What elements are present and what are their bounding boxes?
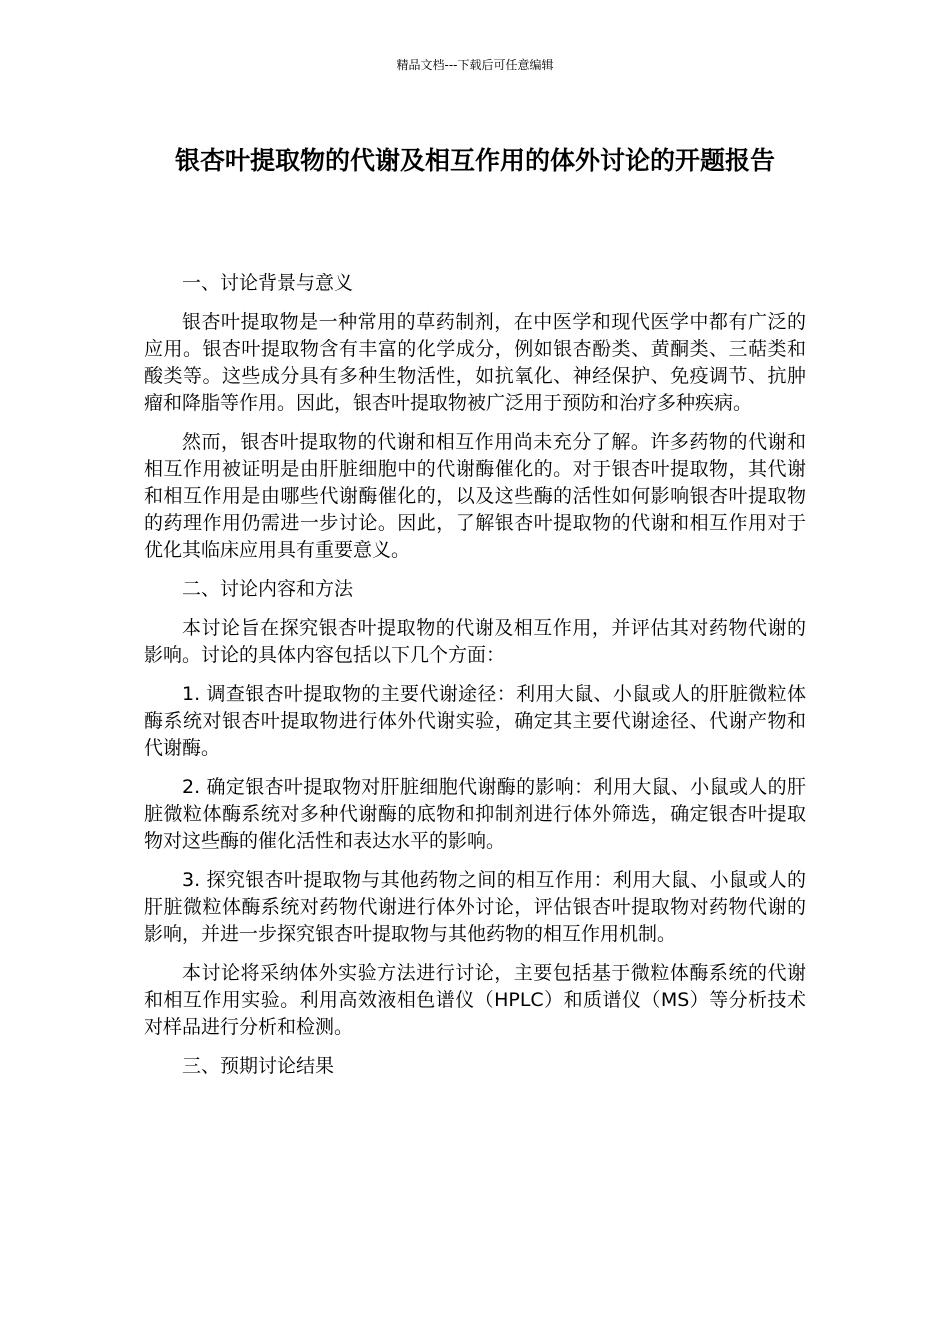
header-note: 精品文档---下载后可任意编辑	[396, 58, 554, 72]
section-heading-2: 二、讨论内容和方法	[182, 578, 354, 600]
section-heading-1: 一、讨论背景与意义	[182, 272, 354, 294]
list-item-3: 3. 探究银杏叶提取物与其他药物之间的相互作用：利用大鼠、小鼠或人的肝脏微粒体酶系统对药物代谢进行体外讨论，评估银杏叶提取物对药物代谢的影响，并进一步探究银杏叶提取物与其他药物的相互作用机制。	[144, 869, 806, 945]
document-title: 银杏叶提取物的代谢及相互作用的体外讨论的开题报告	[174, 146, 775, 175]
paragraph-content-intro: 本讨论旨在探究银杏叶提取物的代谢及相互作用，并评估其对药物代谢的影响。讨论的具体内容包括以下几个方面：	[144, 617, 806, 666]
paragraph-background-1: 银杏叶提取物是一种常用的草药制剂，在中医学和现代医学中都有广泛的应用。银杏叶提取物含有丰富的化学成分，例如银杏酚类、黄酮类、三萜类和酸类等。这些成分具有多种生物活性，如抗氧化、神经保护、免疫调节、抗肿瘤和降脂等作用。因此，银杏叶提取物被广泛用于预防和治疗多种疾病。	[144, 311, 806, 414]
paragraph-background-2: 然而，银杏叶提取物的代谢和相互作用尚未充分了解。许多药物的代谢和相互作用被证明是由肝脏细胞中的代谢酶催化的。对于银杏叶提取物，其代谢和相互作用是由哪些代谢酶催化的，以及这些酶的活性如何影响银杏叶提取物的药理作用仍需进一步讨论。因此，了解银杏叶提取物的代谢和相互作用对于优化其临床应用具有重要意义。	[144, 431, 806, 561]
document-body	[144, 270, 806, 1092]
list-item-1: 1. 调查银杏叶提取物的主要代谢途径：利用大鼠、小鼠或人的肝脏微粒体酶系统对银杏叶提取物进行体外代谢实验，确定其主要代谢途径、代谢产物和代谢酶。	[144, 683, 806, 759]
paragraph-methods: 本讨论将采纳体外实验方法进行讨论，主要包括基于微粒体酶系统的代谢和相互作用实验。利用高效液相色谱仪（HPLC）和质谱仪（MS）等分析技术对样品进行分析和检测。	[144, 962, 806, 1038]
section-heading-3: 三、预期讨论结果	[182, 1055, 335, 1077]
list-item-2: 2. 确定银杏叶提取物对肝脏细胞代谢酶的影响：利用大鼠、小鼠或人的肝脏微粒体酶系统对多种代谢酶的底物和抑制剂进行体外筛选，确定银杏叶提取物对这些酶的催化活性和表达水平的影响。	[144, 776, 806, 852]
